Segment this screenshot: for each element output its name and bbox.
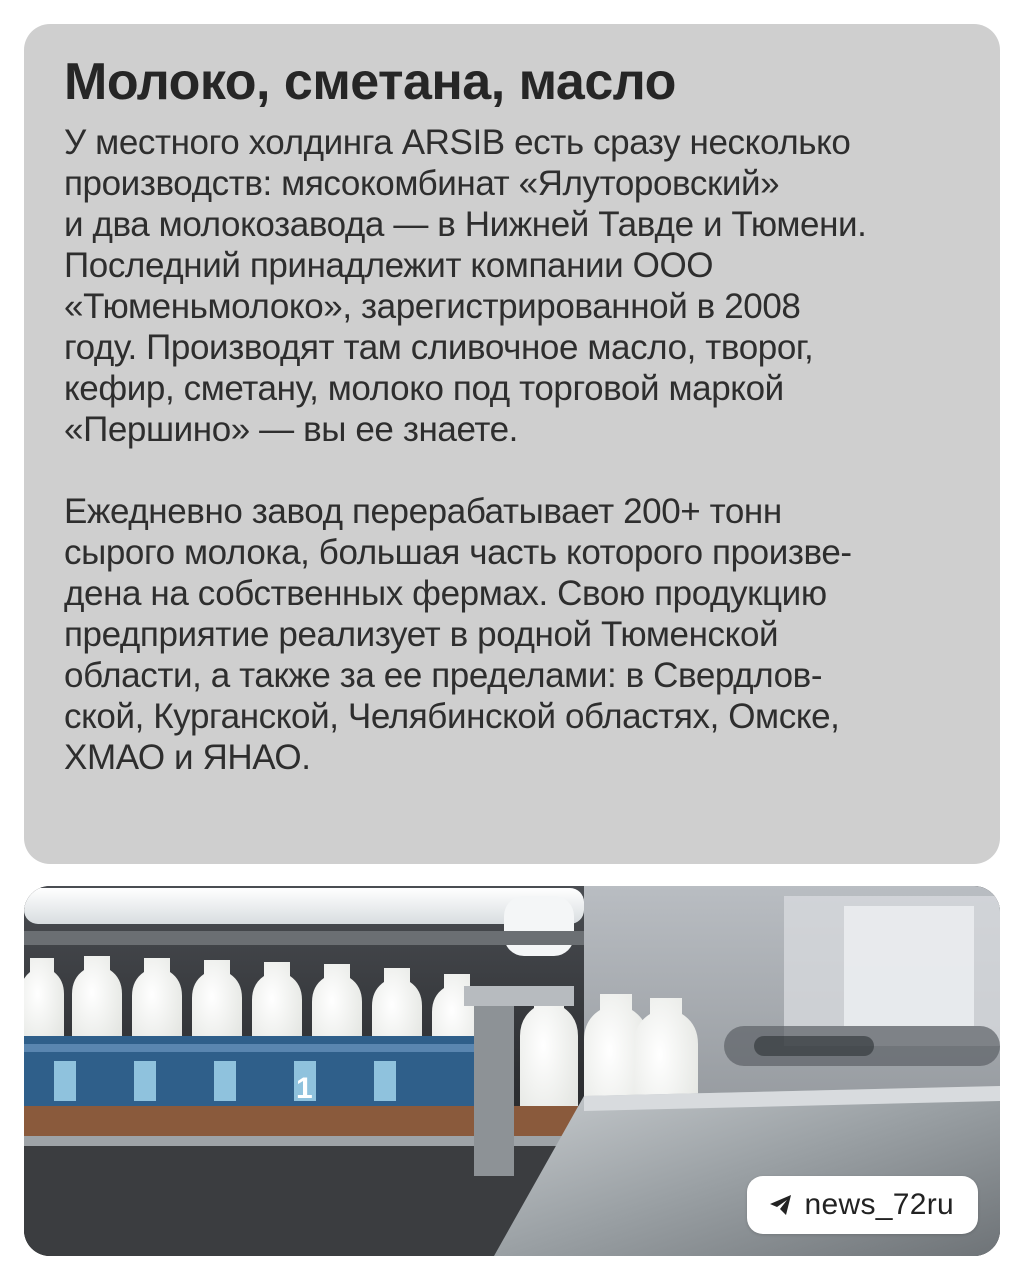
badge-label: news_72ru — [804, 1188, 954, 1221]
source-badge[interactable] — [747, 1176, 978, 1234]
text-card — [24, 24, 1000, 864]
factory-photo — [24, 886, 1000, 1256]
paragraph-1: У местного холдинга ARSIB есть сразу несколько производств: мясокомбинат «Ялуторовский» и два молокозавода — в Нижней Тавде и Тюмени. Последний принадлежит компании ООО «Тюменьмолоко», зарегистрированной в 2008 году. Производят там сливочное масло, творог, кефир, сметану, молоко под торговой маркой «Першино» — вы ее знаете. — [64, 123, 867, 449]
article-title: Молоко, сметана, масло — [64, 53, 676, 111]
bottle-label: 1 — [296, 1072, 313, 1105]
telegram-icon — [767, 1191, 795, 1219]
paragraph-2: Ежедневно завод перерабатывает 200+ тонн сырого молока, большая часть которого произве- дена на собственных фермах. Свою продукцию предприятие реализует в родной Тюменской области, а также за ее пределами: в Свердлов- ской, Курганской, Челябинской областях, Омске, ХМАО и ЯНАО. — [64, 492, 852, 777]
